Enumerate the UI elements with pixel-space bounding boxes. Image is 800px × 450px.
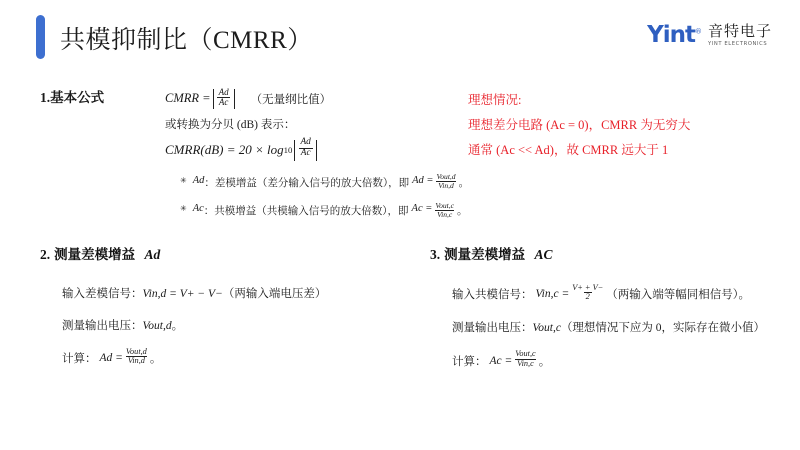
- ad-calc-line: [62, 346, 420, 367]
- cmrr-abs: [211, 86, 237, 109]
- cmrr-formula: [165, 86, 460, 109]
- ac-calc-fraction: [513, 350, 537, 368]
- ad-input-note: （两输入端电压差）: [222, 288, 327, 300]
- ac-calc-line: [452, 351, 800, 369]
- section-measure-ac: [430, 243, 800, 370]
- list-item: [180, 201, 468, 220]
- ad-input-formula: Vin,d = V+ − V−: [142, 288, 223, 300]
- cmrr-denominator: Ac: [218, 97, 229, 108]
- bullet-2-fraction: [433, 202, 456, 219]
- log-base: 10: [283, 145, 293, 156]
- company-logo: [647, 24, 772, 47]
- ac-output-line: [452, 319, 800, 335]
- ac-calc-denominator: Vin,c: [517, 358, 534, 368]
- ac-input-numerator: V+ + V−: [572, 282, 604, 292]
- bullet-2-tail: 。: [456, 206, 468, 218]
- ac-output-note: （理想情况下应为 0，实际存在微小值）: [560, 322, 766, 335]
- bullet-1-symbol: Ad: [192, 174, 205, 186]
- ideal-note-line-1: 理想情况:: [468, 93, 522, 107]
- cmrr-db-numerator: Ad: [300, 137, 311, 148]
- bullet-2-text: ：共模增益（共模输入信号的放大倍数），即: [203, 206, 409, 218]
- cmrr-fraction: [217, 88, 231, 108]
- bullet-2-numerator: Vout,c: [435, 201, 454, 211]
- ad-calc-label: 计算：: [62, 353, 97, 366]
- cmrr-label: CMRR =: [165, 91, 211, 106]
- dimensionless-note: （无量纲比值）: [250, 93, 332, 106]
- ad-output-note: 。: [171, 320, 184, 332]
- bullet-1-fraction: [435, 173, 458, 190]
- registered-icon: ®: [694, 27, 701, 36]
- bullet-1-tail: 。: [458, 177, 470, 189]
- logo-text: [708, 24, 772, 47]
- ideal-note-line-2: 理想差分电路 (Ac = 0)，CMRR 为无穷大: [468, 118, 691, 132]
- list-item: [180, 172, 470, 192]
- section-2-number: 2.: [40, 247, 51, 262]
- bullet-1-denominator: Vin,d: [438, 181, 454, 191]
- logo-cn-name: 音特电子: [707, 24, 772, 40]
- bullet-1-text: ：差模增益（差分输入信号的放大倍数），即: [204, 177, 410, 189]
- bullet-2-symbol: Ac: [192, 203, 204, 215]
- ac-calc-numerator: Vout,c: [515, 349, 536, 359]
- ac-input-line: [452, 282, 800, 303]
- ac-calc-head: Ac =: [489, 354, 513, 367]
- bullet-2-denominator: Vin,c: [437, 210, 453, 220]
- ad-output-formula: Vout,d: [142, 320, 172, 332]
- logo-en-name: YINT ELECTRONICS: [707, 40, 768, 47]
- section-3-number: 3.: [430, 247, 441, 262]
- section-3-heading: [430, 243, 800, 263]
- ac-input-note: （两输入端等幅同相信号）。: [606, 289, 750, 302]
- ideal-note-line-3: 通常 (Ac << Ad)，故 CMRR 远大于 1: [468, 143, 669, 157]
- cmrr-numerator: Ad: [218, 86, 229, 97]
- ac-calc-label: 计算：: [452, 355, 487, 368]
- ac-output-label: 测量输出电压：: [452, 322, 533, 335]
- accent-bar: [36, 15, 45, 59]
- section-3-title-symbol: AC: [534, 247, 553, 262]
- ad-calc-fraction: [124, 348, 149, 366]
- ac-input-denominator: 2: [585, 292, 590, 302]
- section-1-number: 1.: [40, 90, 51, 105]
- section-1-title: 基本公式: [50, 90, 105, 105]
- logo-mark-text: Yint: [647, 22, 695, 49]
- logo-mark: [647, 24, 701, 47]
- cmrr-db-denominator: Ac: [300, 148, 311, 159]
- cmrr-db-abs: [292, 137, 318, 161]
- section-2-heading: [40, 243, 420, 263]
- section-2-title: 测量差模增益: [54, 247, 136, 262]
- ac-input-fraction: [570, 284, 605, 302]
- ideal-case-note: [468, 88, 690, 163]
- ad-calc-head: Ad =: [99, 352, 123, 365]
- cmrr-db-label: CMRR(dB) = 20 × log: [165, 142, 284, 158]
- bullet-icon: ✳: [180, 175, 187, 185]
- slide-header: [0, 0, 800, 72]
- page-title: 共模抑制比（CMRR）: [60, 27, 313, 54]
- ad-output-label: 测量输出电压：: [62, 320, 143, 332]
- section-basic-formula: [40, 86, 470, 232]
- ad-output-line: [62, 317, 420, 333]
- bullet-1-numerator: Vout,d: [436, 172, 456, 182]
- definition-bullets: [180, 172, 470, 221]
- ad-input-label: 输入差模信号：: [62, 288, 143, 300]
- ac-output-formula: Vout,c: [532, 322, 561, 335]
- cmrr-db-fraction: [298, 138, 312, 159]
- ad-calc-note: 。: [149, 353, 162, 366]
- ac-input-label: 输入共模信号：: [452, 289, 533, 302]
- bullet-icon: ✳: [180, 204, 187, 214]
- section-2-title-symbol: Ad: [144, 247, 161, 262]
- ad-calc-numerator: Vout,d: [125, 346, 147, 356]
- ad-calc-denominator: Vin,d: [127, 356, 145, 366]
- ad-input-line: [62, 285, 420, 301]
- ac-input-head: Vin,c =: [535, 288, 570, 301]
- db-intro: 或转换为分贝 (dB) 表示：: [165, 118, 296, 131]
- bullet-1-formula-head: Ad =: [412, 174, 434, 186]
- bullet-2-formula-head: Ac =: [411, 203, 433, 215]
- ac-calc-note: 。: [538, 355, 551, 368]
- cmrr-db-formula: [165, 137, 460, 161]
- section-3-title: 测量差模增益: [444, 247, 526, 262]
- section-measure-ad: [40, 243, 420, 367]
